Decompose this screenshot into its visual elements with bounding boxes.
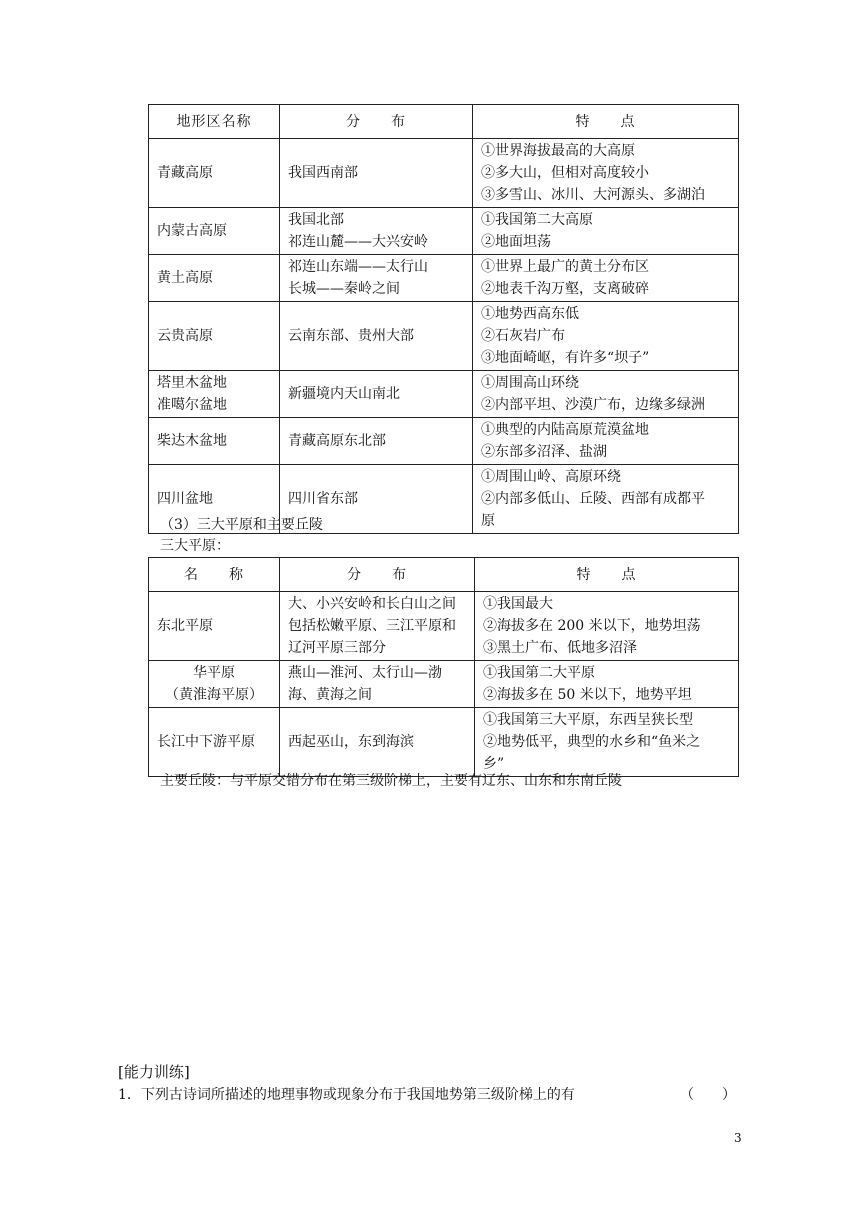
header-features: 特 点 xyxy=(475,558,739,592)
cell-dist xyxy=(280,371,473,418)
cell-name xyxy=(149,208,280,255)
training-heading: [能力训练] xyxy=(118,1063,190,1081)
cell-text: 我国西南部 xyxy=(288,165,358,181)
cell-feat xyxy=(473,371,739,418)
cell-text: 长城——秦岭之间 xyxy=(288,281,400,297)
table-row xyxy=(149,208,739,255)
three-plains-table xyxy=(148,557,739,777)
cell-text: ②多大山，但相对高度较小 xyxy=(481,165,649,181)
cell-text: 包括松嫩平原、三江平原和 xyxy=(288,618,456,634)
cell-text: 大、小兴安岭和长白山之间 xyxy=(288,596,456,612)
table-row xyxy=(149,371,739,418)
cell-text: 四川盆地 xyxy=(157,491,213,507)
cell-name xyxy=(149,371,280,418)
header-name: 地形区名称 xyxy=(149,105,280,139)
cell-text: ①我国第二大高原 xyxy=(481,212,593,228)
cell-text: ①世界海拔最高的大高原 xyxy=(481,143,635,159)
cell-text: 西起巫山，东到海滨 xyxy=(288,734,414,750)
table-row xyxy=(149,418,739,465)
cell-dist xyxy=(280,661,475,708)
cell-text: ①周围高山环绕 xyxy=(481,375,579,391)
cell-feat xyxy=(475,708,739,777)
cell-text: ①我国最大 xyxy=(483,596,553,612)
cell-name xyxy=(149,592,280,661)
cell-feat xyxy=(475,661,739,708)
cell-feat xyxy=(475,592,739,661)
cell-text: 祁连山麓——大兴安岭 xyxy=(288,234,428,250)
cell-name xyxy=(149,708,280,777)
cell-feat xyxy=(473,139,739,208)
cell-feat xyxy=(473,302,739,371)
cell-text: （黄淮海平原） xyxy=(165,687,263,703)
cell-feat xyxy=(473,255,739,302)
cell-name xyxy=(149,255,280,302)
table-row xyxy=(149,139,739,208)
header-distribution: 分 布 xyxy=(280,105,473,139)
cell-text: 原 xyxy=(481,513,495,529)
cell-name xyxy=(149,139,280,208)
cell-text: ③多雪山、冰川、大河源头、多湖泊 xyxy=(481,187,705,203)
cell-text: ①我国第二大平原 xyxy=(483,665,595,681)
cell-text: ②海拔多在 200 米以下，地势坦荡 xyxy=(483,618,701,634)
cell-text: 青藏高原东北部 xyxy=(288,433,386,449)
cell-name xyxy=(149,302,280,371)
cell-text: 内蒙古高原 xyxy=(157,223,227,239)
cell-dist xyxy=(280,708,475,777)
cell-text: ②东部多沼泽、盐湖 xyxy=(481,444,607,460)
cell-text: 柴达木盆地 xyxy=(157,433,227,449)
header-name: 名 称 xyxy=(149,558,280,592)
cell-dist xyxy=(280,418,473,465)
landform-regions-table xyxy=(148,104,739,534)
cell-text: 乡” xyxy=(483,756,505,772)
cell-text: 塔里木盆地 xyxy=(157,375,227,391)
cell-name xyxy=(149,661,280,708)
cell-text: ②石灰岩广布 xyxy=(481,328,565,344)
cell-text: 四川省东部 xyxy=(288,491,358,507)
hills-note: 主要丘陵：与平原交错分布在第三级阶梯上，主要有辽东、山东和东南丘陵 xyxy=(160,773,622,789)
header-distribution: 分 布 xyxy=(280,558,475,592)
cell-feat xyxy=(473,465,739,534)
cell-text: ①地势西高东低 xyxy=(481,306,579,322)
cell-text: ①典型的内陆高原荒漠盆地 xyxy=(481,422,649,438)
cell-dist xyxy=(280,302,473,371)
cell-text: 青藏高原 xyxy=(157,165,213,181)
cell-text: 云南东部、贵州大部 xyxy=(288,328,414,344)
cell-text: ③黑土广布、低地多沼泽 xyxy=(483,640,637,656)
cell-dist xyxy=(280,255,473,302)
cell-text: ②地面坦荡 xyxy=(481,234,551,250)
cell-text: 东北平原 xyxy=(157,618,213,634)
answer-blank[interactable]: （ ） xyxy=(680,1087,736,1103)
cell-text: 燕山—淮河、太行山—渤 xyxy=(288,665,442,681)
cell-text: 祁连山东端——太行山 xyxy=(288,259,428,275)
cell-text: ③地面崎岖，有许多“坝子” xyxy=(481,350,650,366)
cell-text: ①周围山岭、高原环绕 xyxy=(481,469,621,485)
cell-text: 黄土高原 xyxy=(157,270,213,286)
cell-text: 准噶尔盆地 xyxy=(157,397,227,413)
table-row xyxy=(149,255,739,302)
cell-text: ②海拔多在 50 米以下，地势平坦 xyxy=(483,687,692,703)
table-row xyxy=(149,302,739,371)
cell-text: ②地表千沟万壑，支离破碎 xyxy=(481,281,649,297)
cell-text: 海、黄海之间 xyxy=(288,687,372,703)
page-number: 3 xyxy=(734,1131,742,1145)
cell-feat xyxy=(473,418,739,465)
cell-text: ②地势低平，典型的水乡和“鱼米之 xyxy=(483,734,701,750)
cell-text: 云贵高原 xyxy=(157,328,213,344)
cell-text: ②内部平坦、沙漠广布，边缘多绿洲 xyxy=(481,397,705,413)
cell-text: ①我国第三大平原，东西呈狭长型 xyxy=(483,712,693,728)
cell-dist xyxy=(280,592,475,661)
cell-text: 辽河平原三部分 xyxy=(288,640,386,656)
question-1: 1．下列古诗词所描述的地理事物或现象分布于我国地势第三级阶梯上的有 xyxy=(118,1087,575,1103)
cell-dist xyxy=(280,139,473,208)
cell-text: 新疆境内天山南北 xyxy=(288,386,400,402)
cell-dist xyxy=(280,208,473,255)
table-row xyxy=(149,708,739,777)
cell-text: ①世界上最广的黄土分布区 xyxy=(481,259,649,275)
cell-text: ②内部多低山、丘陵、西部有成都平 xyxy=(481,491,705,507)
section-title-plains-hills: （3）三大平原和主要丘陵 xyxy=(160,517,323,533)
cell-text: 我国北部 xyxy=(288,212,344,228)
plains-label: 三大平原： xyxy=(160,538,230,554)
cell-text: 华平原 xyxy=(193,665,235,681)
header-features: 特 点 xyxy=(473,105,739,139)
table-row xyxy=(149,661,739,708)
cell-name xyxy=(149,418,280,465)
table-row xyxy=(149,592,739,661)
cell-text: 长江中下游平原 xyxy=(157,734,255,750)
cell-feat xyxy=(473,208,739,255)
